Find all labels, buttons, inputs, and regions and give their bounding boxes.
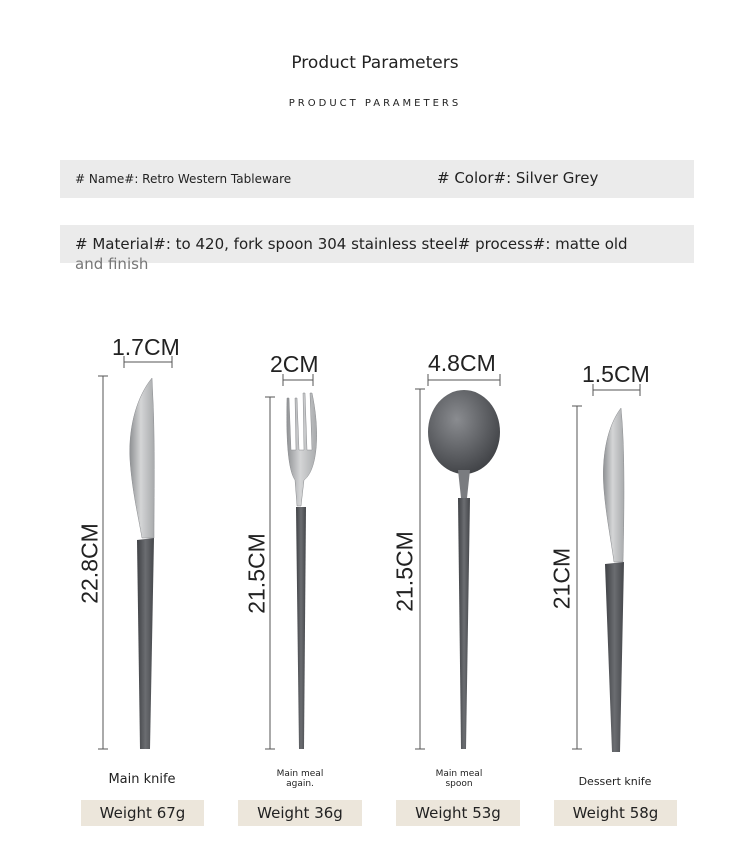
caption-dessert-knife: Dessert knife	[578, 775, 652, 788]
caption-spoon: Main meal spoon	[435, 769, 483, 789]
param-material: # Material#: to 420, fork spoon 304 stainless steel# process#: matte old	[75, 235, 628, 253]
main-knife-illustration	[98, 356, 172, 749]
spoon-illustration	[415, 374, 500, 749]
width-label-dessert-knife: 1.5CM	[582, 361, 650, 387]
param-material-continued: and finish	[75, 255, 149, 273]
length-label-main-knife: 22.8CM	[76, 523, 103, 604]
fork-illustration	[265, 374, 317, 749]
dessert-knife-illustration	[572, 384, 640, 752]
weight-main-knife: Weight 67g	[81, 800, 204, 826]
length-label-dessert-knife: 21CM	[548, 547, 575, 610]
length-label-spoon: 21.5CM	[391, 531, 418, 612]
weight-fork: Weight 36g	[238, 800, 362, 826]
param-color: # Color#: Silver Grey	[437, 169, 599, 187]
param-name: # Name#: Retro Western Tableware	[75, 172, 292, 186]
length-label-fork: 21.5CM	[243, 533, 270, 614]
width-label-spoon: 4.8CM	[428, 350, 496, 376]
page-subtitle: PRODUCT PARAMETERS	[288, 98, 462, 109]
caption-fork: Main meal again.	[276, 769, 324, 789]
weight-spoon: Weight 53g	[396, 800, 520, 826]
weight-dessert-knife: Weight 58g	[554, 800, 677, 826]
page-title: Product Parameters	[291, 53, 459, 73]
width-label-fork: 2CM	[270, 351, 319, 377]
width-label-main-knife: 1.7CM	[112, 334, 180, 360]
caption-main-knife: Main knife	[108, 772, 176, 787]
